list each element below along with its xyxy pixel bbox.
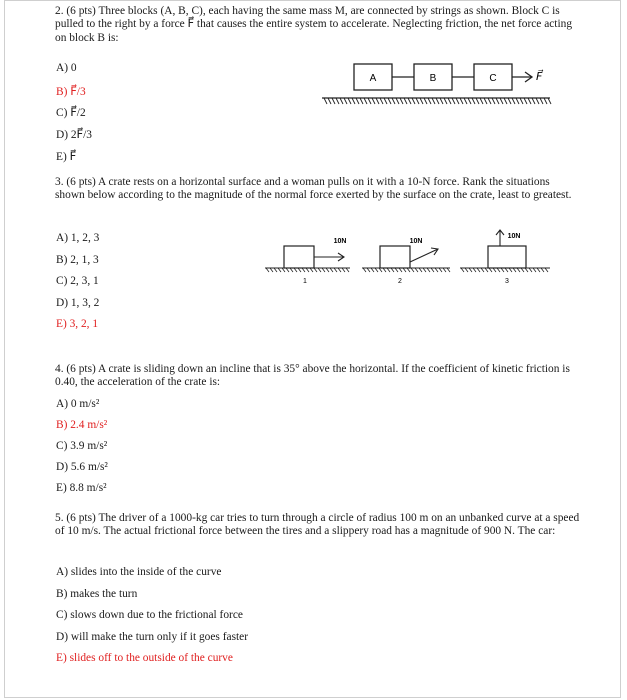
situation-2-label: 2	[398, 278, 402, 285]
hatch-mark	[528, 98, 531, 104]
hatch-mark	[452, 98, 455, 104]
hatch-mark	[427, 268, 430, 272]
hatch-mark	[536, 98, 539, 104]
floor-hatch	[266, 268, 548, 272]
hatch-mark	[544, 98, 547, 104]
q5-choice-c[interactable]: C) slows down due to the frictional force	[56, 609, 243, 621]
q3-figure-crates	[260, 228, 560, 294]
hatch-mark	[517, 268, 520, 272]
hatch-mark	[412, 98, 415, 104]
hatch-mark	[310, 268, 313, 272]
hatch-mark	[334, 268, 337, 272]
q2-choice-a[interactable]: A) 0	[56, 62, 77, 74]
hatch-mark	[548, 98, 551, 104]
hatch-mark	[512, 98, 515, 104]
hatch-mark	[356, 98, 359, 104]
hatch-mark	[336, 98, 339, 104]
hatch-mark	[332, 98, 335, 104]
hatch-mark	[376, 98, 379, 104]
hatch-mark	[348, 98, 351, 104]
block-c-label: C	[489, 73, 497, 84]
hatch-mark	[533, 268, 536, 272]
hatch-mark	[524, 98, 527, 104]
hatch-mark	[392, 98, 395, 104]
hatch-mark	[509, 268, 512, 272]
hatch-mark	[324, 98, 327, 104]
hatch-mark	[525, 268, 528, 272]
hatch-mark	[423, 268, 426, 272]
hatch-mark	[322, 268, 325, 272]
hatch-mark	[440, 98, 443, 104]
q2-figure-blocks	[320, 60, 560, 110]
q5-choice-e[interactable]: E) slides off to the outside of the curve	[56, 652, 233, 664]
q2-choice-e[interactable]: E) F⃗	[56, 151, 77, 163]
hatch-mark	[520, 98, 523, 104]
hatch-mark	[465, 268, 468, 272]
crate-3	[488, 246, 526, 268]
hatch-mark	[290, 268, 293, 272]
crate-2	[380, 246, 410, 268]
floor-hatch	[324, 98, 551, 104]
hatch-mark	[298, 268, 301, 272]
situation-3-label: 3	[505, 278, 509, 285]
hatch-mark	[541, 268, 544, 272]
hatch-mark	[371, 268, 374, 272]
block-a-label: A	[369, 73, 377, 84]
block-b-label: B	[429, 73, 437, 84]
hatch-mark	[468, 98, 471, 104]
hatch-mark	[464, 98, 467, 104]
hatch-mark	[379, 268, 382, 272]
hatch-mark	[508, 98, 511, 104]
hatch-mark	[328, 98, 331, 104]
hatch-mark	[473, 268, 476, 272]
hatch-mark	[456, 98, 459, 104]
hatch-mark	[540, 98, 543, 104]
hatch-mark	[404, 98, 407, 104]
hatch-mark	[447, 268, 450, 272]
hatch-mark	[484, 98, 487, 104]
hatch-mark	[270, 268, 273, 272]
hatch-mark	[360, 98, 363, 104]
crate-1	[284, 246, 314, 268]
hatch-mark	[274, 268, 277, 272]
hatch-mark	[395, 268, 398, 272]
hatch-mark	[489, 268, 492, 272]
q2-choice-c[interactable]: C) F⃗/2	[56, 107, 86, 119]
hatch-mark	[368, 98, 371, 104]
q5-choice-d[interactable]: D) will make the turn only if it goes faster	[56, 631, 249, 643]
hatch-mark	[419, 268, 422, 272]
hatch-mark	[488, 98, 491, 104]
q3-choice-d[interactable]: D) 1, 3, 2	[56, 297, 100, 309]
hatch-mark	[477, 268, 480, 272]
hatch-mark	[461, 268, 464, 272]
hatch-mark	[443, 268, 446, 272]
hatch-mark	[492, 98, 495, 104]
hatch-mark	[432, 98, 435, 104]
hatch-mark	[384, 98, 387, 104]
hatch-mark	[372, 98, 375, 104]
question-5-text: 5. (6 pts) The driver of a 1000-kg car tries to turn through a circle of radius 100 m on an unbanked curve at a speed of 10 m/s. The actual frictional force between the tires and a slippery road has a magnitude of 900 N. The car:	[55, 512, 580, 538]
q4-choice-b[interactable]: B) 2.4 m/s²	[56, 419, 108, 431]
hatch-mark	[344, 98, 347, 104]
hatch-mark	[346, 268, 349, 272]
hatch-mark	[352, 98, 355, 104]
force-2-label: 10N	[409, 238, 423, 245]
hatch-mark	[496, 98, 499, 104]
hatch-mark	[505, 268, 508, 272]
hatch-mark	[436, 98, 439, 104]
hatch-mark	[476, 98, 479, 104]
hatch-mark	[364, 98, 367, 104]
q3-choice-a[interactable]: A) 1, 2, 3	[56, 232, 100, 244]
hatch-mark	[415, 268, 418, 272]
hatch-mark	[513, 268, 516, 272]
force-3-label: 10N	[507, 233, 521, 240]
hatch-mark	[444, 98, 447, 104]
hatch-mark	[424, 98, 427, 104]
q5-choice-b[interactable]: B) makes the turn	[56, 588, 138, 600]
hatch-mark	[314, 268, 317, 272]
q4-choice-d[interactable]: D) 5.6 m/s²	[56, 461, 108, 473]
q3-choice-e[interactable]: E) 3, 2, 1	[56, 318, 99, 330]
hatch-mark	[286, 268, 289, 272]
q3-choice-c[interactable]: C) 2, 3, 1	[56, 275, 99, 287]
hatch-mark	[375, 268, 378, 272]
hatch-mark	[481, 268, 484, 272]
q5-choice-a[interactable]: A) slides into the inside of the curve	[56, 566, 222, 578]
q4-choice-e[interactable]: E) 8.8 m/s²	[56, 482, 107, 494]
hatch-mark	[428, 98, 431, 104]
hatch-mark	[363, 268, 366, 272]
hatch-mark	[338, 268, 341, 272]
hatch-mark	[480, 98, 483, 104]
hatch-mark	[407, 268, 410, 272]
situation-1-label: 1	[303, 278, 307, 285]
hatch-mark	[383, 268, 386, 272]
hatch-mark	[448, 98, 451, 104]
question-2-text: 2. (6 pts) Three blocks (A, B, C), each having the same mass M, are connected by strings as shown. Block C is pulled to the right by a force F⃗ that causes the entire system to accelerate. Neglecting friction, the net force acting on block B is:	[55, 5, 573, 44]
hatch-mark	[403, 268, 406, 272]
hatch-mark	[485, 268, 488, 272]
hatch-mark	[493, 268, 496, 272]
hatch-mark	[529, 268, 532, 272]
hatch-mark	[294, 268, 297, 272]
hatch-mark	[387, 268, 390, 272]
hatch-mark	[545, 268, 548, 272]
hatch-mark	[416, 98, 419, 104]
hatch-mark	[537, 268, 540, 272]
hatch-mark	[330, 268, 333, 272]
hatch-mark	[367, 268, 370, 272]
hatch-mark	[266, 268, 269, 272]
hatch-mark	[399, 268, 402, 272]
hatch-mark	[388, 98, 391, 104]
q4-choice-c[interactable]: C) 3.9 m/s²	[56, 440, 108, 452]
hatch-mark	[500, 98, 503, 104]
hatch-mark	[431, 268, 434, 272]
force-2-arrow	[410, 249, 438, 262]
q3-choice-b[interactable]: B) 2, 1, 3	[56, 254, 99, 266]
question-4-text: 4. (6 pts) A crate is sliding down an incline that is 35° above the horizontal. If the coefficient of kinetic friction is 0.40, the acceleration of the crate is:	[55, 363, 570, 389]
question-3-text: 3. (6 pts) A crate rests on a horizontal surface and a woman pulls on it with a 10-N force. Rank the situations shown below according to the magnitude of the normal force exerted by the surface on the crate, least to greatest.	[55, 176, 572, 202]
hatch-mark	[504, 98, 507, 104]
hatch-mark	[460, 98, 463, 104]
hatch-mark	[306, 268, 309, 272]
hatch-mark	[342, 268, 345, 272]
hatch-mark	[396, 98, 399, 104]
hatch-mark	[326, 268, 329, 272]
hatch-mark	[278, 268, 281, 272]
hatch-mark	[318, 268, 321, 272]
hatch-mark	[380, 98, 383, 104]
hatch-mark	[391, 268, 394, 272]
hatch-mark	[532, 98, 535, 104]
hatch-mark	[497, 268, 500, 272]
hatch-mark	[521, 268, 524, 272]
q2-choice-b[interactable]: B) F⃗/3	[56, 86, 86, 98]
hatch-mark	[501, 268, 504, 272]
hatch-mark	[469, 268, 472, 272]
force-label: F⃗	[536, 71, 543, 83]
force-1-label: 10N	[333, 238, 347, 245]
hatch-mark	[282, 268, 285, 272]
hatch-mark	[400, 98, 403, 104]
hatch-mark	[516, 98, 519, 104]
hatch-mark	[420, 98, 423, 104]
q4-choice-a[interactable]: A) 0 m/s²	[56, 398, 100, 410]
hatch-mark	[435, 268, 438, 272]
q2-choice-d[interactable]: D) 2F⃗/3	[56, 129, 92, 141]
hatch-mark	[302, 268, 305, 272]
hatch-mark	[472, 98, 475, 104]
hatch-mark	[408, 98, 411, 104]
hatch-mark	[340, 98, 343, 104]
hatch-mark	[411, 268, 414, 272]
hatch-mark	[439, 268, 442, 272]
